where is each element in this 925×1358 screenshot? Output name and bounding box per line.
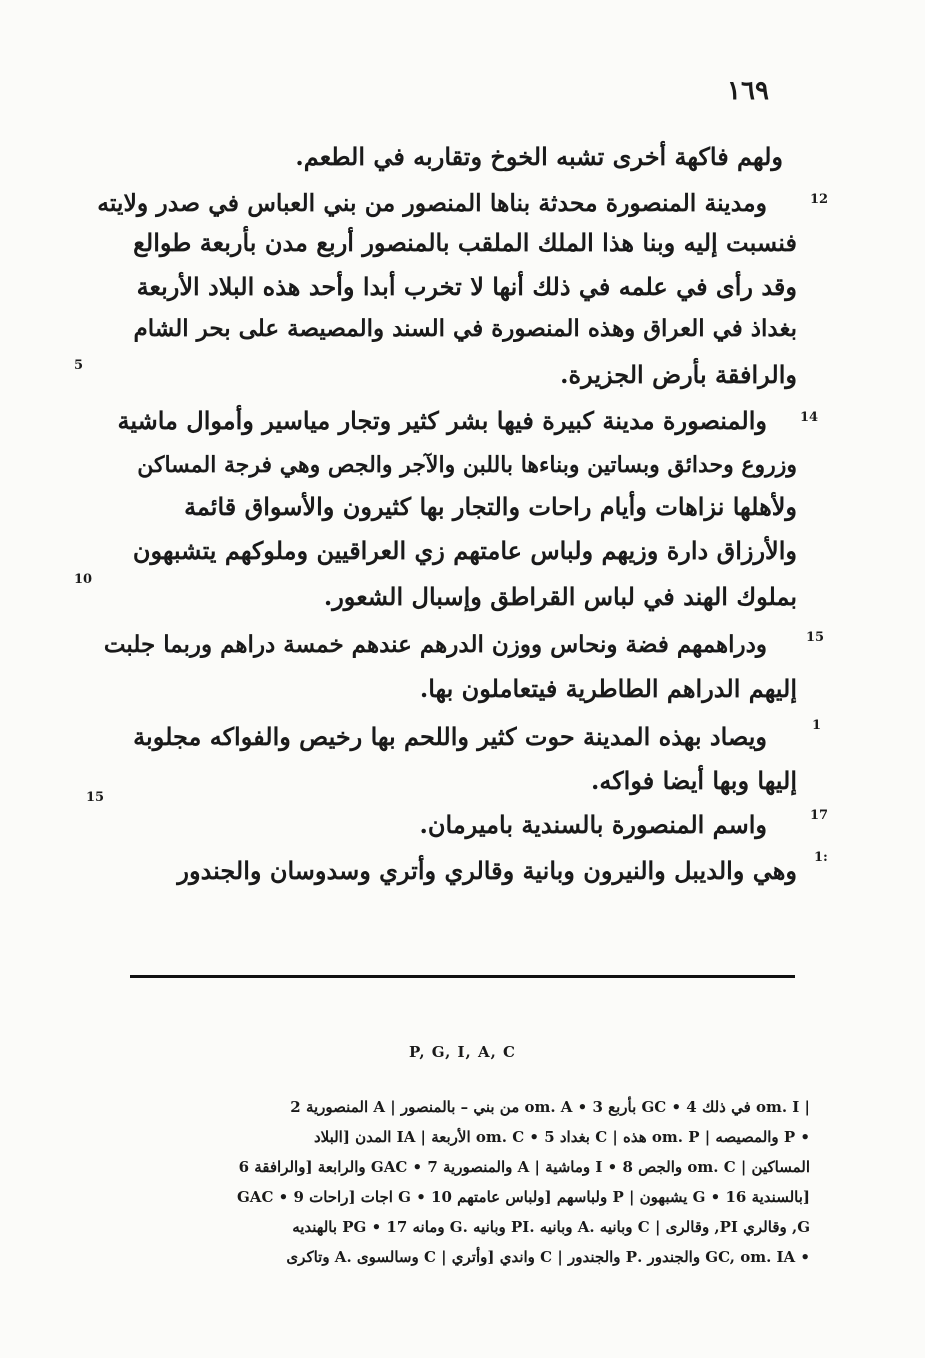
text-line: بملوك الهند في لباس القراطق وإسبال الشعور. xyxy=(323,582,797,611)
text-line: والأرزاق دارة وزيهم ولباس عامتهم زي العراقيين وملوكهم يتشبهون xyxy=(132,536,797,565)
text-line: ويصاد بهذه المدينة حوت كثير واللحم بها رخيص والفواكه مجلوبة xyxy=(133,722,767,751)
text-line: ومدينة المنصورة محدثة بناها المنصور من بني العباس في صدر ولايته xyxy=(97,189,767,217)
text-line: وقد رأى في علمه في ذلك أنها لا تخرب أبدا وأحد هذه البلاد الأربعة xyxy=(136,272,797,301)
apparatus-line: المساكين | om. C والجص 8 • I وماشية | A والمنصورية 7 • GAC والرابعة [والرافقة 6 xyxy=(238,1158,810,1176)
footnote-rule xyxy=(130,975,795,978)
margin-number: 14 xyxy=(800,410,819,425)
apparatus-line: G, وقالري PI, وقالرى | C وبانيه .A وبانيه .PI وبانيه .G ومانه 17 • PG بالهنديه xyxy=(292,1218,810,1236)
text-line: ولهم فاكهة أخرى تشبه الخوخ وتقاربه في الطعم. xyxy=(295,142,783,171)
margin-number: 15 xyxy=(806,630,825,645)
margin-number: 1 xyxy=(812,718,822,733)
margin-number: 17 xyxy=(810,808,829,823)
margin-number: 12 xyxy=(810,192,829,207)
apparatus-line: • P والمصيصه | om. P هذه | C بغداد 5 • om. C الأربعة | IA المدن [البلاد xyxy=(313,1128,810,1146)
page-number: ١٦٩ xyxy=(727,76,769,106)
margin-number: 5 xyxy=(74,358,84,373)
text-line: ودراهمهم فضة ونحاس ووزن الدرهم عندهم خمسة دراهم وربما جلبت xyxy=(103,631,767,658)
text-line: والرافقة بأرض الجزيرة. xyxy=(560,360,797,389)
apparatus-line: | om. I في ذلك 4 • GC بأربع 3 • om. A من بني – بالمنصور | A المنصورية 2 xyxy=(290,1098,810,1116)
apparatus-line: • GC, om. IA والجندور .P والجندور | C واندي [وأتري | C وسالسوى .A وتاكرى xyxy=(286,1248,810,1266)
sigla: P, G, I, A, C xyxy=(409,1043,516,1061)
text-line: إليهم الدراهم الطاطرية فيتعاملون بها. xyxy=(419,674,797,703)
text-line: ولأهلها نزاهات وأيام راحات والتجار بها كثيرون والأسواق قائمة xyxy=(184,492,797,521)
margin-number: 10 xyxy=(74,572,93,587)
margin-number: 1: xyxy=(814,850,828,865)
text-line: فنسبت إليه وبنا هذا الملك الملقب بالمنصور أربع مدن بأربعة طوالع xyxy=(133,228,797,257)
text-line: إليها وبها أيضا فواكه. xyxy=(591,766,797,795)
apparatus-line: [بالسندية 16 • G يشبهون | P ولباسهم [ولباس عامتهم 10 • G اجات [راحات 9 • GAC xyxy=(237,1188,810,1206)
text-line: وهي والديبل والنيرون وبانية وقالري وأتري وسدوسان والجندور xyxy=(177,856,797,885)
text-line: بغداذ في العراق وهذه المنصورة في السند والمصيصة على بحر الشام xyxy=(133,315,797,342)
margin-number: 15 xyxy=(86,790,105,805)
text-line: وزروع وحدائق وبساتين وبناءها باللبن والآجر والجص وهي فرجة المساكن xyxy=(137,452,797,478)
text-line: واسم المنصورة بالسندية باميرمان. xyxy=(419,810,767,839)
text-line: والمنصورة مدينة كبيرة فيها بشر كثير وتجار مياسير وأموال ماشية xyxy=(117,406,767,435)
